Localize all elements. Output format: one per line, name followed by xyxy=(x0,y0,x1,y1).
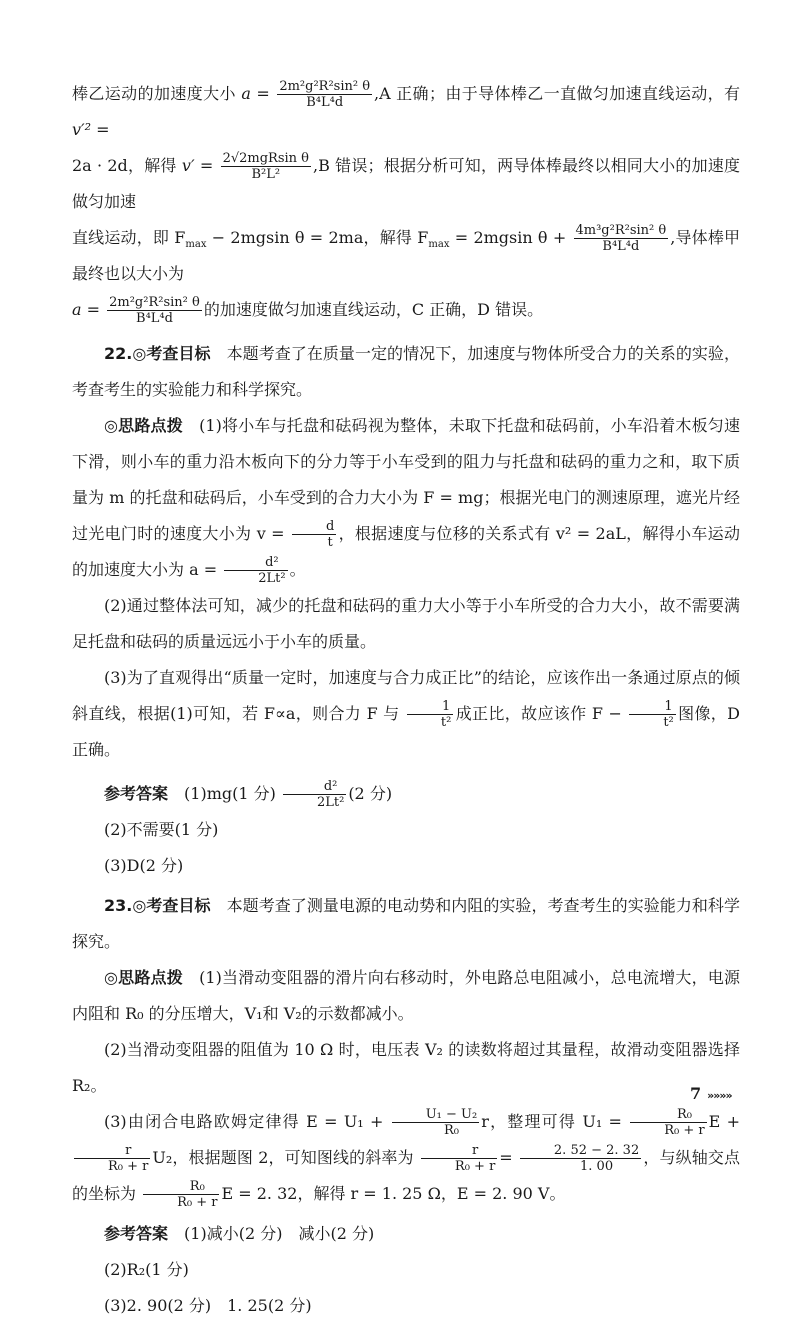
section-tag: ◎思路点拨 xyxy=(104,416,183,435)
fraction xyxy=(407,699,453,730)
text: ,A 正确；由于导体棒乙一直做匀加速直线运动，有 xyxy=(374,84,740,103)
subscript: max xyxy=(428,239,450,251)
text: (1)将小车与托盘和砝码视为整体，未取下托盘和砝码前，小车沿着木板匀速下滑，则小车的重力沿木板向下的分力等于小车受到的阻力与托盘和砝码的重力之和，取下质量为 m 的托盘和砝码后，小车受到的合力大小为 F = mg；根据光电门的测速原理，遮光片经过光电门时的速度大小为 v = xyxy=(72,416,740,543)
fraction xyxy=(143,1179,219,1210)
text: (3)2. 90(2 分) 1. 25(2 分) xyxy=(104,1296,312,1315)
formula: v′ = xyxy=(181,156,214,175)
text: (1)当滑动变阻器的滑片向右移动时，外电路总电阻减小，总电流增大，电源内阻和 R₀ 的分压增大，V₁和 V₂的示数都减小。 xyxy=(72,968,740,1023)
denominator: B⁴L⁴d xyxy=(602,239,640,254)
text: (3)D(2 分) xyxy=(104,856,184,875)
fraction xyxy=(630,1107,706,1138)
section-tag: ◎思路点拨 xyxy=(104,968,183,987)
text: U₂，根据题图 2，可知图线的斜率为 xyxy=(152,1148,414,1167)
text: 2a · 2d，解得 xyxy=(72,156,177,175)
numerator: r xyxy=(74,1143,150,1159)
text: 直线运动，即 F xyxy=(72,228,186,247)
q22-analysis-3 xyxy=(72,660,740,768)
fraction xyxy=(224,555,287,586)
text: 图像，D 正确。 xyxy=(72,704,740,759)
text: E + xyxy=(708,1112,740,1131)
text: 的加速度做匀加速直线运动，C 正确，D 错误。 xyxy=(203,300,544,319)
denominator: t² xyxy=(663,715,674,730)
text: (2)不需要(1 分) xyxy=(104,820,219,839)
text: ,B 错误；根据分析可知，两导体棒最终以相同大小的加速度做匀加速 xyxy=(72,156,740,211)
denominator: B²L² xyxy=(251,167,281,182)
numerator: R₀ xyxy=(630,1107,706,1123)
section-tag: ◎考查目标 xyxy=(132,344,211,363)
numerator: U₁ − U₂ xyxy=(392,1107,480,1123)
denominator: t² xyxy=(440,715,452,730)
q21-line-2 xyxy=(72,148,740,220)
numerator: 2m²g²R²sin² θ xyxy=(279,79,371,94)
denominator: B⁴L⁴d xyxy=(306,95,344,110)
text: (1)减小(2 分) 减小(2 分) xyxy=(184,1224,375,1243)
denominator: R₀ + r xyxy=(454,1159,496,1174)
numerator: d² xyxy=(283,779,346,795)
fraction xyxy=(74,1143,150,1174)
text: − 2mgsin θ = 2ma，解得 F xyxy=(211,228,429,247)
text: (2)通过整体法可知，减少的托盘和砝码的重力大小等于小车所受的合力大小，故不需要满足托盘和砝码的质量远远小于小车的质量。 xyxy=(72,596,740,651)
denominator: 2Lt² xyxy=(316,795,345,810)
answer-tag: 参考答案 xyxy=(104,784,169,803)
q22-analysis-1 xyxy=(72,408,740,588)
q23-answer-3 xyxy=(72,1288,740,1324)
text: ，根据速度与位移的关系式有 v² = 2aL，解得小车运动的加速度大小为 a = xyxy=(72,524,740,579)
text: (3)为了直观得出“质量一定时，加速度与合力成正比”的结论，应该作出一条通过原点的倾斜直线，根据(1)可知，若 F∝a，则合力 F 与 xyxy=(72,668,740,723)
fraction xyxy=(574,223,669,254)
text: (2)R₂(1 分) xyxy=(104,1260,189,1279)
text: 棒乙运动的加速度大小 xyxy=(72,84,236,103)
denominator: B⁴L⁴d xyxy=(136,311,173,326)
q23-answer-1 xyxy=(72,1216,740,1252)
denominator: 1. 00 xyxy=(580,1159,614,1174)
fraction xyxy=(629,699,675,730)
answer-tag: 参考答案 xyxy=(104,1224,169,1243)
text: 。 xyxy=(289,560,306,579)
q22-goal xyxy=(72,336,740,408)
page-mark: »»»» xyxy=(707,1089,732,1102)
fraction xyxy=(283,779,346,810)
formula: a = xyxy=(241,84,270,103)
numerator: d² xyxy=(224,555,287,571)
page-number xyxy=(690,1084,732,1103)
q23-analysis-1 xyxy=(72,960,740,1032)
denominator: R₀ + r xyxy=(664,1123,705,1138)
section-tag: ◎考查目标 xyxy=(132,896,211,915)
q21-line-4 xyxy=(72,292,740,328)
numerator: 1 xyxy=(629,699,675,715)
question-number: 22. xyxy=(104,344,133,363)
q22-answer-3 xyxy=(72,848,740,884)
q22-answer-1 xyxy=(72,776,740,812)
text: (2)当滑动变阻器的阻值为 10 Ω 时，电压表 V₂ 的读数将超过其量程，故滑动变阻器选择 R₂。 xyxy=(72,1040,740,1095)
text: = xyxy=(499,1148,513,1167)
text: 本题考查了测量电源的电动势和内阻的实验，考查考生的实验能力和科学探究。 xyxy=(72,896,740,951)
numerator: R₀ xyxy=(143,1179,219,1195)
text: E = 2. 32，解得 r = 1. 25 Ω，E = 2. 90 V。 xyxy=(221,1184,566,1203)
formula: v′² = xyxy=(72,120,110,139)
q23-goal xyxy=(72,888,740,960)
q21-line-1 xyxy=(72,76,740,148)
formula: a = xyxy=(72,300,101,319)
q23-answer-2 xyxy=(72,1252,740,1288)
numerator: r xyxy=(421,1143,497,1159)
numerator: 2. 52 − 2. 32 xyxy=(520,1143,641,1159)
text: (2 分) xyxy=(348,784,393,803)
numerator: 1 xyxy=(407,699,453,715)
text: ，与纵轴交点的坐标为 xyxy=(72,1148,740,1203)
q22-answer-2 xyxy=(72,812,740,848)
fraction xyxy=(221,151,311,182)
denominator: R₀ xyxy=(443,1123,459,1138)
numerator: 4m³g²R²sin² θ xyxy=(575,223,667,238)
numerator: d xyxy=(292,519,336,535)
fraction xyxy=(421,1143,497,1174)
q23-analysis-3 xyxy=(72,1104,740,1212)
solution-content xyxy=(72,76,740,1324)
subscript: max xyxy=(185,239,207,251)
text: (1)mg(1 分) xyxy=(184,784,276,803)
fraction xyxy=(107,295,202,326)
fraction xyxy=(392,1107,480,1138)
page-number-text: 7 xyxy=(690,1084,702,1103)
question-number: 23. xyxy=(104,896,133,915)
numerator: 2m²g²R²sin² θ xyxy=(109,295,200,310)
text: (3)由闭合电路欧姆定律得 E = U₁ + xyxy=(104,1112,384,1131)
numerator: 2√2mgRsin θ xyxy=(222,151,310,166)
q22-analysis-2 xyxy=(72,588,740,660)
denominator: t xyxy=(327,535,333,550)
denominator: R₀ + r xyxy=(108,1159,149,1174)
denominator: 2Lt² xyxy=(258,571,286,586)
denominator: R₀ + r xyxy=(177,1195,218,1210)
q21-line-3 xyxy=(72,220,740,292)
q23-analysis-2 xyxy=(72,1032,740,1104)
text: ,导体棒甲最终也以大小为 xyxy=(72,228,740,283)
fraction xyxy=(520,1143,641,1174)
text: 成正比，故应该作 F − xyxy=(455,704,622,723)
text: r，整理可得 U₁ = xyxy=(481,1112,622,1131)
text: = 2mgsin θ + xyxy=(454,228,567,247)
text: 本题考查了在质量一定的情况下，加速度与物体所受合力的关系的实验，考查考生的实验能力和科学探究。 xyxy=(72,344,740,399)
fraction xyxy=(292,519,336,550)
fraction xyxy=(277,79,372,110)
